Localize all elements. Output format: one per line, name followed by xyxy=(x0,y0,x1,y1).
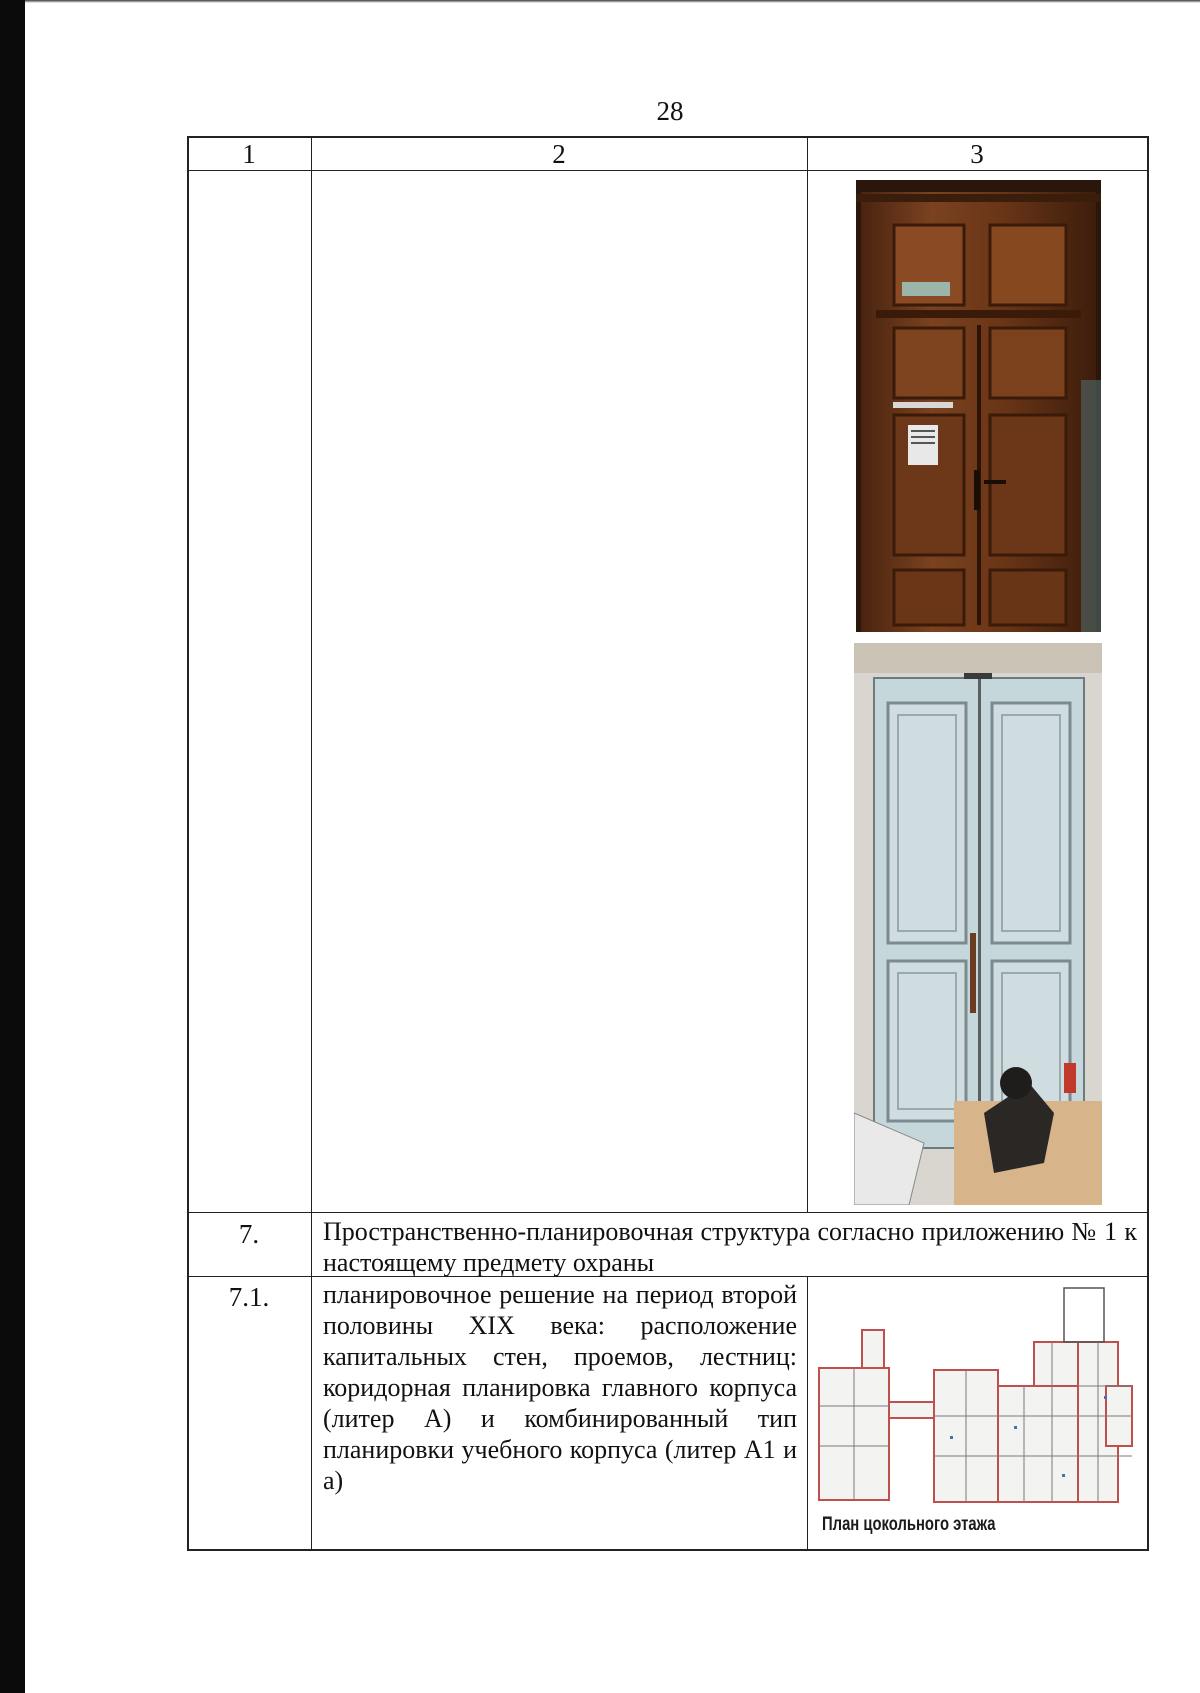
scan-edge xyxy=(0,0,25,1693)
column-header-2: 2 xyxy=(552,139,566,169)
row-text-7: Пространственно-планировочная структура согласно приложению № 1 к настоящему предмету охраны xyxy=(323,1217,1137,1277)
page-number: 28 xyxy=(656,96,684,126)
painted-door-photo xyxy=(854,643,1102,1205)
wooden-door-photo xyxy=(856,180,1101,632)
scan-edge-top xyxy=(25,0,1200,3)
row-number-7: 7. xyxy=(238,1219,260,1249)
row-number-7-1: 7.1. xyxy=(228,1282,270,1312)
column-header-1: 1 xyxy=(242,139,256,169)
row-text-7-1: планировочное решение на период второй половины XIX века: расположение капитальных стен, проемов, лестниц: коридорная планировка главного корпуса (литер А) и комбинированный тип планировки учебного корпуса (литер А1 и а) xyxy=(323,1280,797,1495)
floor-plan-image xyxy=(814,1286,1144,1508)
floor-plan-caption: План цокольного этажа xyxy=(822,1514,996,1535)
column-header-3: 3 xyxy=(970,139,984,169)
